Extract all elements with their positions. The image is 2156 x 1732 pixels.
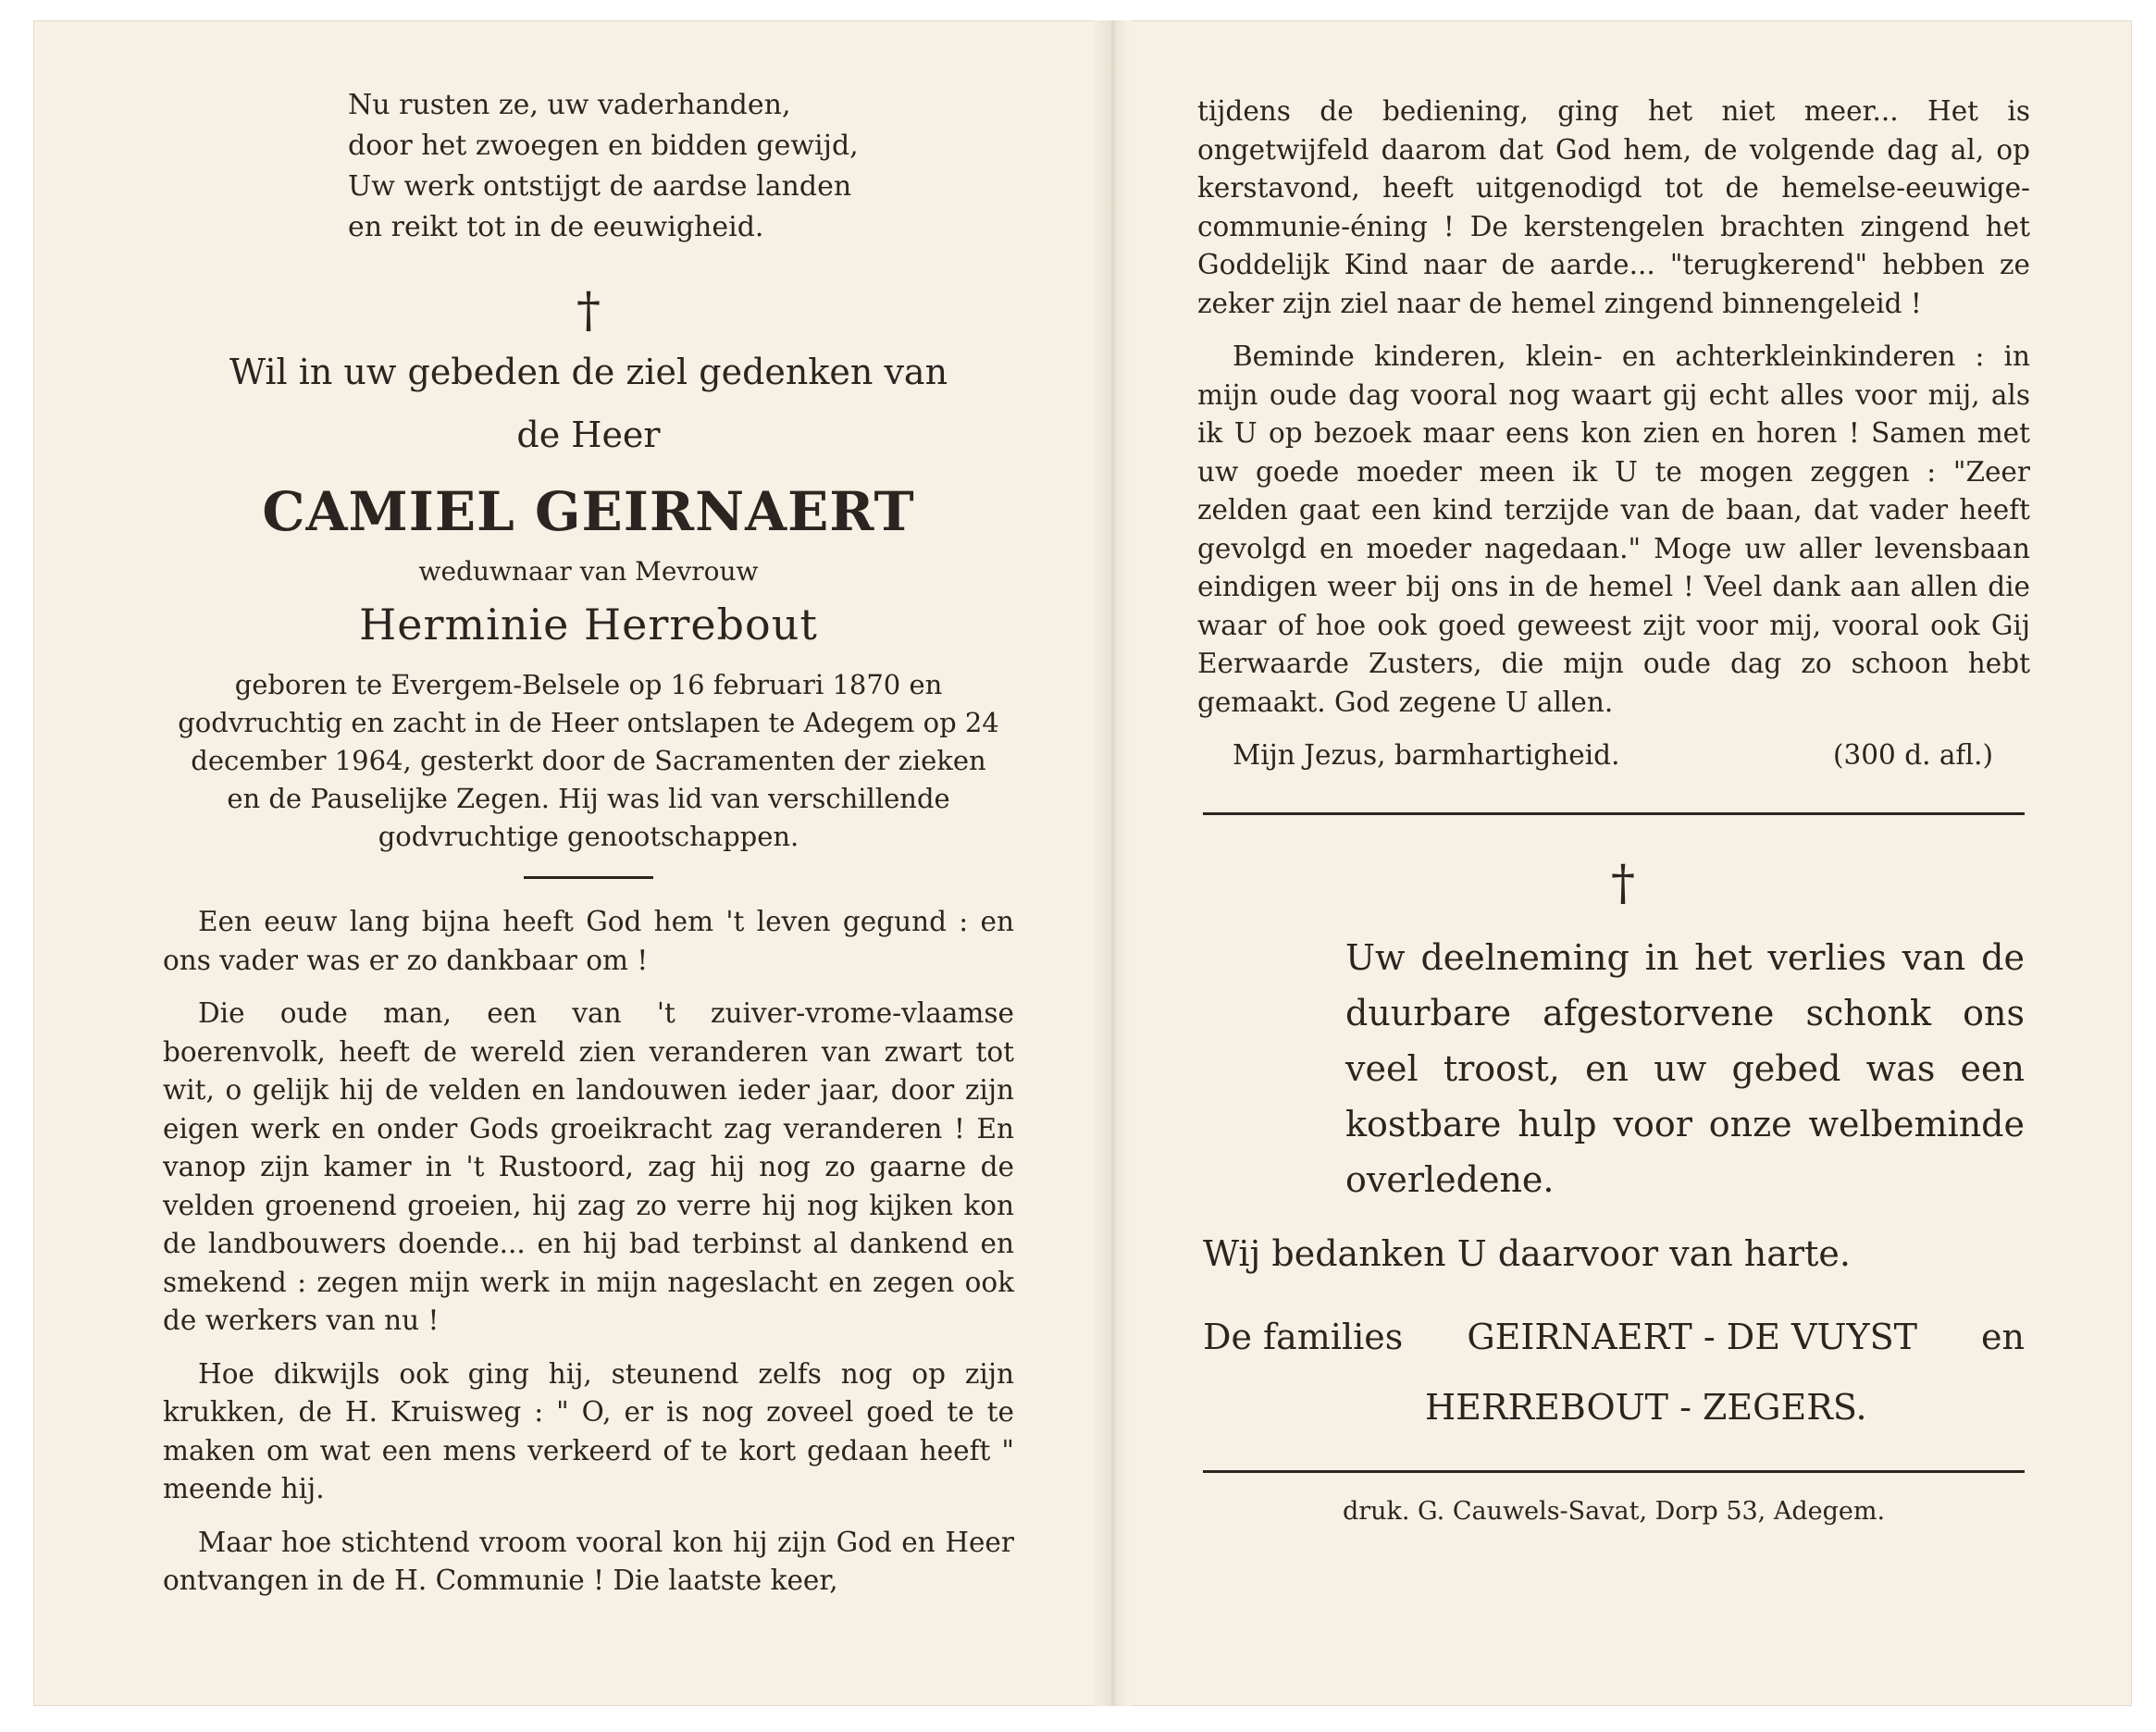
poem-line: Uw werk ontstijgt de aardse landen [348,170,852,203]
card-fold [1094,20,1131,1706]
prayer-text: Mijn Jezus, barmhartigheid. [1233,739,1620,771]
title-heer: de Heer [516,414,661,455]
poem [348,85,1014,248]
divider [1203,812,2025,815]
biography: geboren te Evergem-Belsele op 16 februari 1870 en godvruchtig en zacht in de Heer ontslapen te Adegem op 24 december 1964, gesterkt door de Sacramenten der zieken en de Pauselijke Zegen. Hij was lid van verschillende godvruchtige genootschappen. [178,669,999,852]
continuation-text [1197,93,2030,722]
paragraph: Maar hoe stichtend vroom vooral kon hij zijn God en Heer ontvangen in de H. Communie ! Die laatste keer, [163,1526,1014,1596]
cross-icon: † [576,283,601,339]
poem-line: door het zwoegen en bidden gewijd, [348,130,859,162]
family-name: HERREBOUT - ZEGERS. [1425,1386,1867,1428]
families-line [1203,1311,2030,1363]
families-and: en [1981,1316,2025,1357]
printer-credit: druk. G. Cauwels-Savat, Dorp 53, Adegem. [1342,1496,1886,1526]
tribute-text [163,903,1014,1601]
paragraph: Een eeuw lang bijna heeft God hem 't leven gegund : en ons vader was er zo dankbaar om ! [163,906,1014,976]
spouse-name: Herminie Herrebout [359,600,818,650]
thanks-text: Uw deelneming in het verlies van de duurbare afgestorvene schonk ons veel troost, en uw gebed was een kostbare hulp voor onze welbeminde overledene. [1345,936,2025,1200]
divider [524,876,653,879]
paragraph: Hoe dikwijls ook ging hij, steunend zelfs nog op zijn krukken, de H. Kruisweg : " O, er is nog zoveel goed te te maken om wat een mens verkeerd of te kort gedaan heeft " meende hij. [163,1357,1014,1504]
paragraph: tijdens de bediening, ging het niet meer... Het is ongetwijfeld daarom dat God hem, de volgende dag al, op kerstavond, heeft uitgenodigd tot de hemelse-eeuwige-communie-éning ! De kerstengelen brachten zingend het Goddelijk Kind naar de aarde... "terugkerend" hebben ze zeker zijn ziel naar de hemel zingend binnengeleid ! [1197,95,2030,319]
intro-line: Wil in uw gebeden de ziel gedenken van [229,352,948,392]
family-name: GEIRNAERT - DE VUYST [1467,1316,1917,1357]
left-page [163,20,1014,1706]
divider [1203,1470,2025,1473]
poem-line: en reikt tot in de eeuwigheid. [348,211,764,243]
paragraph: Die oude man, een van 't zuiver-vrome-vlaamse boerenvolk, heeft de wereld zien veranderen van zwart tot wit, o gelijk hij de velden en landouwen ieder jaar, door zijn eigen werk en onder Gods groeikracht zag veranderen ! En vanop zijn kamer in 't Rustoord, zag hij nog zo gaarne de velden groenend groeien, hij zag zo verre hij nog kijken kon de landbouwers doende... en hij bad terbinst al dankend en smekend : zegen mijn werk in mijn nageslacht en zegen ook de werkers van nu ! [163,997,1014,1336]
right-page [1197,20,2030,1706]
deceased-name: CAMIEL GEIRNAERT [262,480,915,543]
poem-line: Nu rusten ze, uw vaderhanden, [348,89,791,121]
cross-icon: † [1611,855,1635,911]
indulgence-note: (300 d. afl.) [1833,739,1993,771]
thank-you-line: Wij bedanken U daarvoor van harte. [1203,1232,1851,1274]
families-prefix: De families [1203,1316,1404,1357]
paragraph: Beminde kinderen, klein- en achterkleinkinderen : in mijn oude dag vooral nog waart gij echt alles voor mij, als ik U op bezoek maar eens kon zien en horen ! Samen met uw goede moeder meen ik U te mogen zeggen : "Zeer zelden gaat een kind terzijde van de baan, dat vader heeft gevolgd en moeder nagedaan." Moge uw aller levensbaan eindigen weer bij ons in de hemel ! Veel dank aan allen die waar of hoe ook goed geweest zijt voor mij, vooral ook Gij Eerwaarde Zusters, die mijn oude dag zo schoon hebt gemaakt. God zegene U allen. [1197,340,2030,718]
memorial-card [33,20,2132,1706]
prayer-line [1197,736,2030,775]
widow-line: weduwnaar van Mevrouw [418,556,759,587]
